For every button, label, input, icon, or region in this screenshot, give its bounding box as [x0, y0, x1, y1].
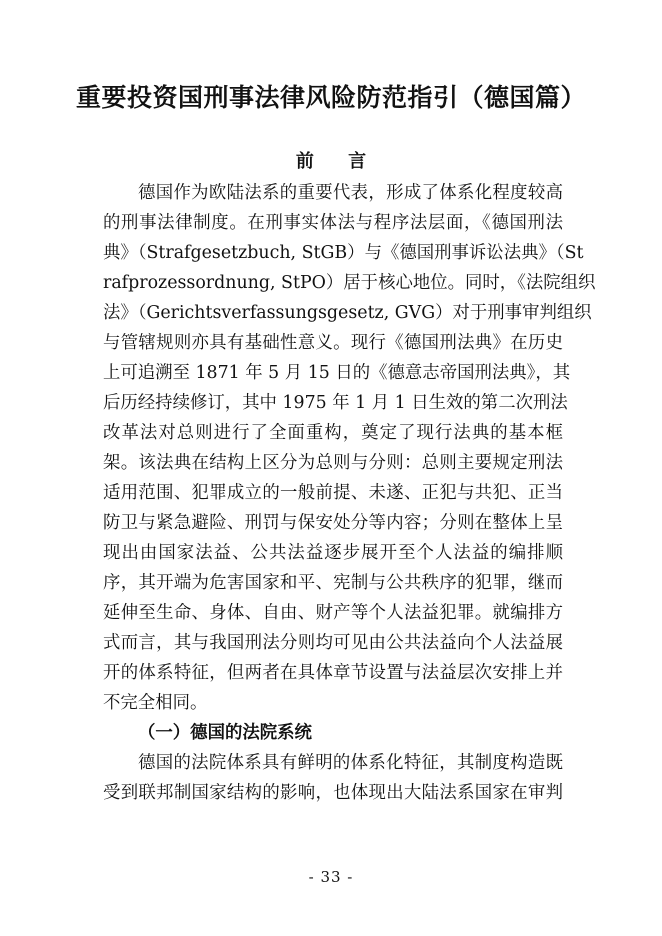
preface-line: 上可追溯至 1871 年 5 月 15 日的《德意志帝国刑法典》，其	[103, 363, 571, 383]
preface-line: 式而言，其与我国刑法分则均可见由公共法益向个人法益展	[103, 633, 563, 653]
preface-line: 典》（Strafgesetzbuch, StGB）与《德国刑事诉讼法典》（St	[103, 243, 584, 263]
preface-line: 适用范围、犯罪成立的一般前提、未遂、正犯与共犯、正当	[103, 483, 563, 503]
preface-line: 改革法对总则进行了全面重构，奠定了现行法典的基本框	[103, 423, 563, 443]
preface-line: 延伸至生命、身体、自由、财产等个人法益犯罪。就编排方	[103, 603, 563, 623]
subsection-line: 德国的法院体系具有鲜明的体系化特征，其制度构造既	[138, 753, 563, 773]
preface-line: 后历经持续修订，其中 1975 年 1 月 1 日生效的第二次刑法	[103, 393, 568, 413]
preface-line: rafprozessordnung, StPO）居于核心地位。同时，《法院组织	[103, 273, 596, 293]
preface-line: 现出由国家法益、公共法益逐步展开至个人法益的编排顺	[103, 543, 563, 563]
preface-line: 防卫与紧急避险、刑罚与保安处分等内容；分则在整体上呈	[103, 513, 563, 533]
preface-line: 架。该法典在结构上区分为总则与分则：总则主要规定刑法	[103, 453, 563, 473]
preface-line: 序，其开端为危害国家和平、宪制与公共秩序的犯罪，继而	[103, 573, 563, 593]
preface-line: 与管辖规则亦具有基础性意义。现行《德国刑法典》在历史	[103, 333, 563, 353]
document-title: 重要投资国刑事法律风险防范指引（德国篇）	[75, 83, 586, 112]
preface-line: 开的体系特征，但两者在具体章节设置与法益层次安排上并	[103, 663, 563, 683]
subsection-line: 受到联邦制国家结构的影响，也体现出大陆法系国家在审判	[103, 783, 563, 803]
body-text	[103, 178, 596, 808]
subsection-heading: （一）德国的法院系统	[138, 723, 312, 743]
page-number: - 33 -	[308, 868, 354, 886]
preface-line: 法》（Gerichtsverfassungsgesetz, GVG）对于刑事审判组织	[103, 303, 592, 323]
section-heading-preface: 前 言	[295, 151, 381, 172]
preface-line: 的刑事法律制度。在刑事实体法与程序法层面，《德国刑法	[103, 213, 563, 233]
preface-line: 不完全相同。	[103, 693, 208, 713]
preface-line: 德国作为欧陆法系的重要代表，形成了体系化程度较高	[138, 183, 563, 203]
